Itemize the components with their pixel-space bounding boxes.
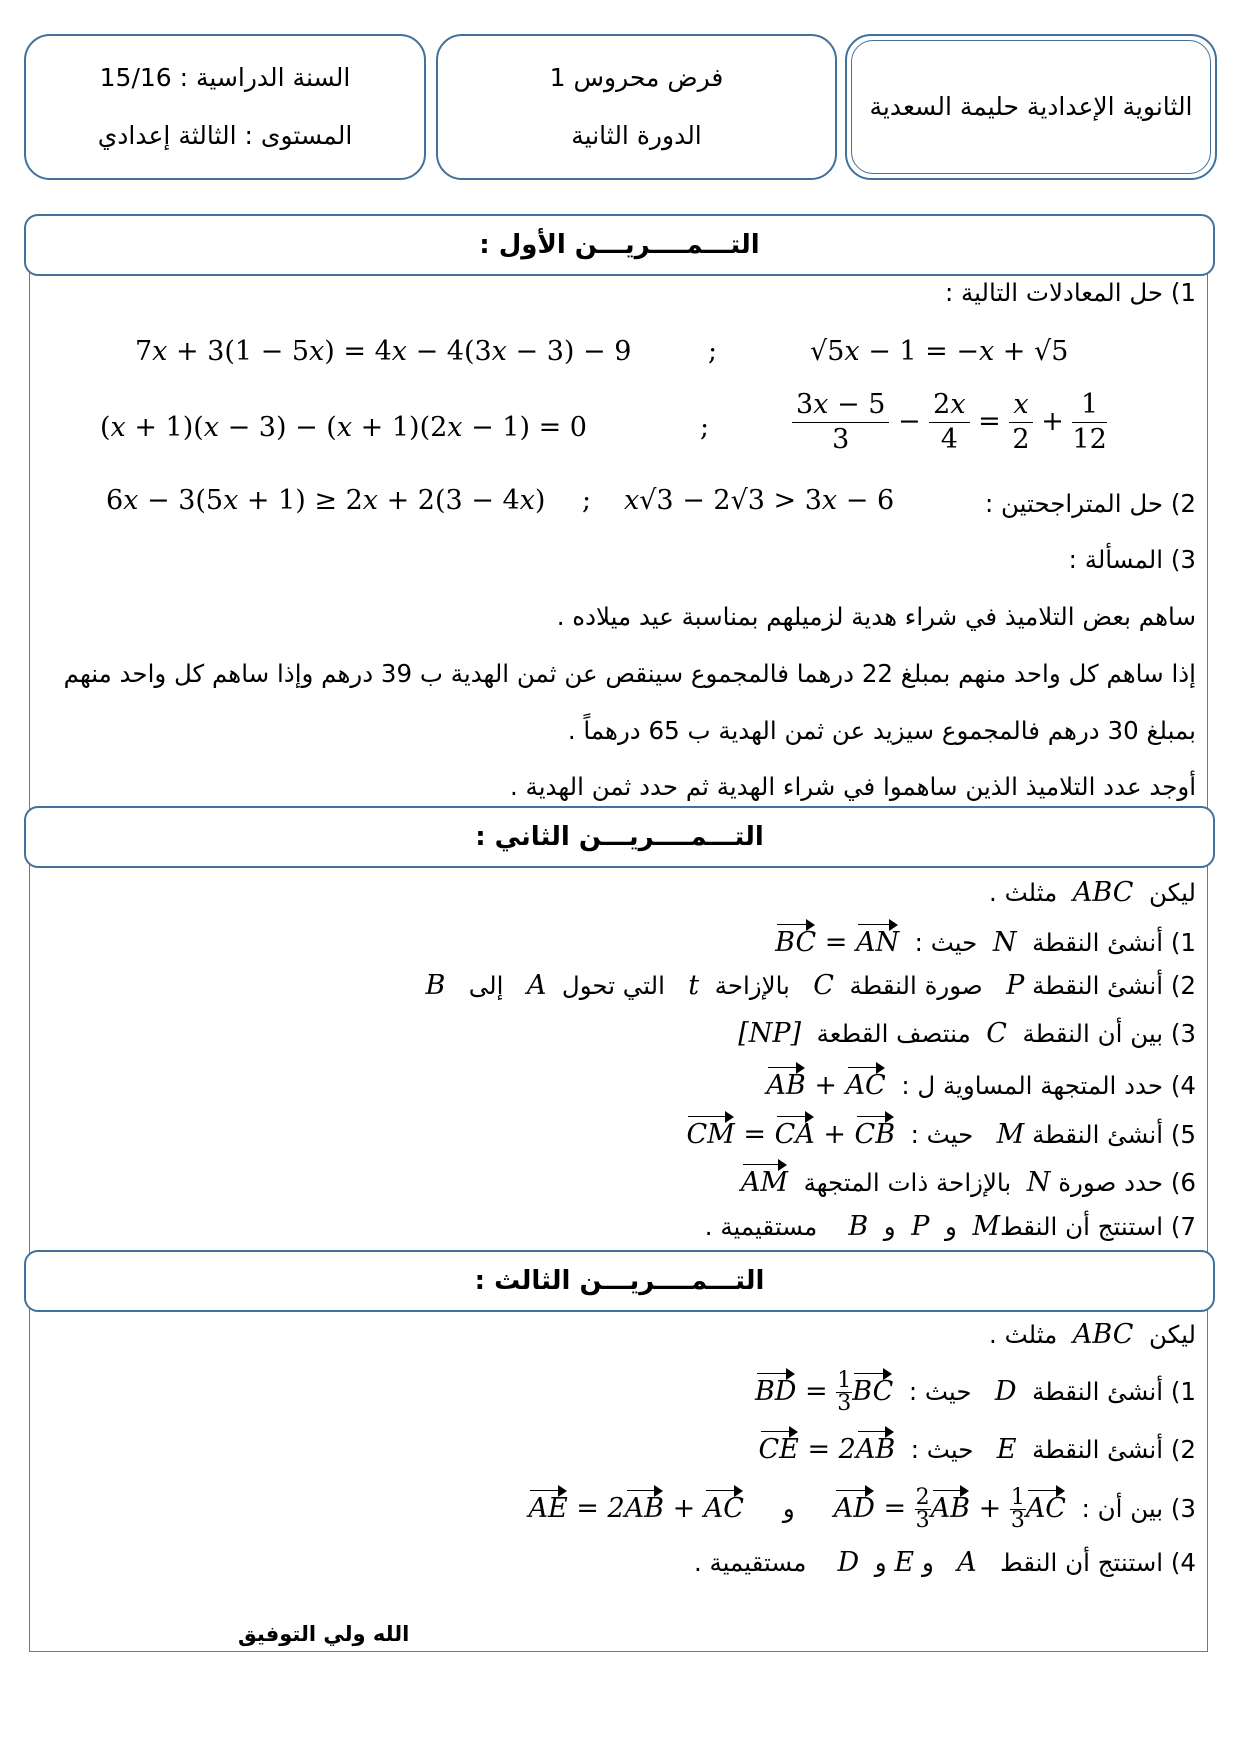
equation-c: (𝑥 + 1)(𝑥 − 3) − (𝑥 + 1)(2𝑥 − 1) = 0 [100, 412, 587, 443]
test-title: فرض محروس 1 [549, 63, 724, 92]
ex2-q3: 3) بين أن النقطة C منتصف القطعة [NP] [738, 1018, 1196, 1049]
exercise-1-banner [24, 214, 1215, 276]
equation-d: $\frac{\text{3𝑥 − 5}}{3}$ − $\frac{\text{2𝑥}}{4}$ = $\frac{\text{𝑥}}{2}$ + $\frac{1}{12}$ [792, 388, 1107, 457]
school-year: السنة الدراسية : 15/16 [99, 63, 351, 92]
exercise-2-banner [24, 806, 1215, 868]
frac3-num: 𝑥 [1009, 388, 1032, 423]
grade-level: المستوى : الثالثة إعدادي [97, 121, 353, 150]
ex2-q4: 4) حدد المتجهة المساوية ل : AB + AC [766, 1065, 1196, 1103]
frac2-den: 4 [940, 424, 958, 455]
header-year-level-box [24, 34, 426, 180]
exercise-3-banner [24, 1250, 1215, 1312]
exercise-2-title: التـــمــــريـــن الثاني : [475, 822, 764, 852]
problem-line-2: إذا ساهم كل واحد منهم بمبلغ 22 درهما فالمجموع سينقص عن ثمن الهدية ب 39 درهم وإذا ساهم كل واحد منهم [63, 659, 1196, 688]
school-name: الثانوية الإعدادية حليمة السعدية [869, 92, 1193, 121]
frac1-den: 3 [832, 424, 850, 455]
ex3-q4: 4) استنتج أن النقط A و E و D مستقيمية . [693, 1547, 1196, 1578]
ex1-q3: 3) المسألة : [1068, 545, 1196, 574]
frac4-num: 1 [1072, 388, 1106, 423]
ex2-q7: 7) استنتج أن النقطM و P و B مستقيمية . [704, 1211, 1196, 1242]
ex2-q6: 6) حدد صورة N بالإزاحة ذات المتجهة AM [741, 1162, 1196, 1200]
frac4-den: 12 [1072, 424, 1107, 455]
separator: ; [700, 412, 710, 443]
ex2-q1: 1) أنشئ النقطة N حيث : BC = AN [775, 922, 1196, 960]
frac2-num: 2𝑥 [929, 388, 969, 423]
ex3-intro: ليكن ABC مثلث . [989, 1319, 1196, 1350]
equation-a: 7𝑥 + 3(1 − 5𝑥) = 4𝑥 − 4(3𝑥 − 3) − 9 [135, 336, 632, 367]
exercise-1-title: التـــمــــريـــن الأول : [479, 230, 760, 260]
problem-line-1: ساهم بعض التلاميذ في شراء هدية لزميلهم بمناسبة عيد ميلاده . [556, 602, 1196, 631]
ex1-q2: 2) حل المتراجحتين : [984, 489, 1196, 518]
ex3-q3: 3) بين أن : AD = $\frac{2}{3}$ AB + $\frac{1}{3}$ AC و AE = 2AB + AC [528, 1485, 1196, 1533]
separator: ; [582, 485, 592, 516]
ex2-q2: 2) أنشئ النقطة P صورة النقطة C بالإزاحة t التي تحول A إلى B [425, 970, 1196, 1001]
inequality-b: 6𝑥 − 3(5𝑥 + 1) ≥ 2𝑥 + 2(3 − 4𝑥) [106, 485, 546, 516]
frac3-den: 2 [1012, 424, 1030, 455]
problem-line-4: أوجد عدد التلاميذ الذين ساهموا في شراء الهدية ثم حدد ثمن الهدية . [509, 772, 1196, 801]
closing-signature: الله ولي التوفيق [238, 1622, 410, 1646]
semester: الدورة الثانية [571, 121, 702, 150]
ex3-q2: 2) أنشئ النقطة E حيث : CE = 2AB [759, 1429, 1197, 1467]
ex2-q5: 5) أنشئ النقطة M حيث : CM = CA + CB [686, 1114, 1196, 1152]
inequality-a: 𝑥√3 − 2√3 > 3𝑥 − 6 [624, 485, 895, 516]
equation-b: √5𝑥 − 1 = −𝑥 + √5 [810, 336, 1069, 367]
exercise-3-title: التـــمــــريـــن الثالث : [474, 1266, 765, 1296]
frac1-num: 3𝑥 − 5 [792, 388, 889, 423]
ex3-q1: 1) أنشئ النقطة D حيث : BD = $\frac{1}{3}$ BC [754, 1368, 1196, 1416]
separator: ; [708, 336, 718, 367]
problem-line-3: بمبلغ 30 درهم فالمجموع سيزيد عن ثمن الهدية ب 65 درهماً . [567, 716, 1196, 745]
ex1-q1: 1) حل المعادلات التالية : [944, 278, 1196, 307]
header-test-box [436, 34, 837, 180]
header-school-box [845, 34, 1217, 180]
ex2-intro: ليكن ABC مثلث . [989, 877, 1196, 908]
